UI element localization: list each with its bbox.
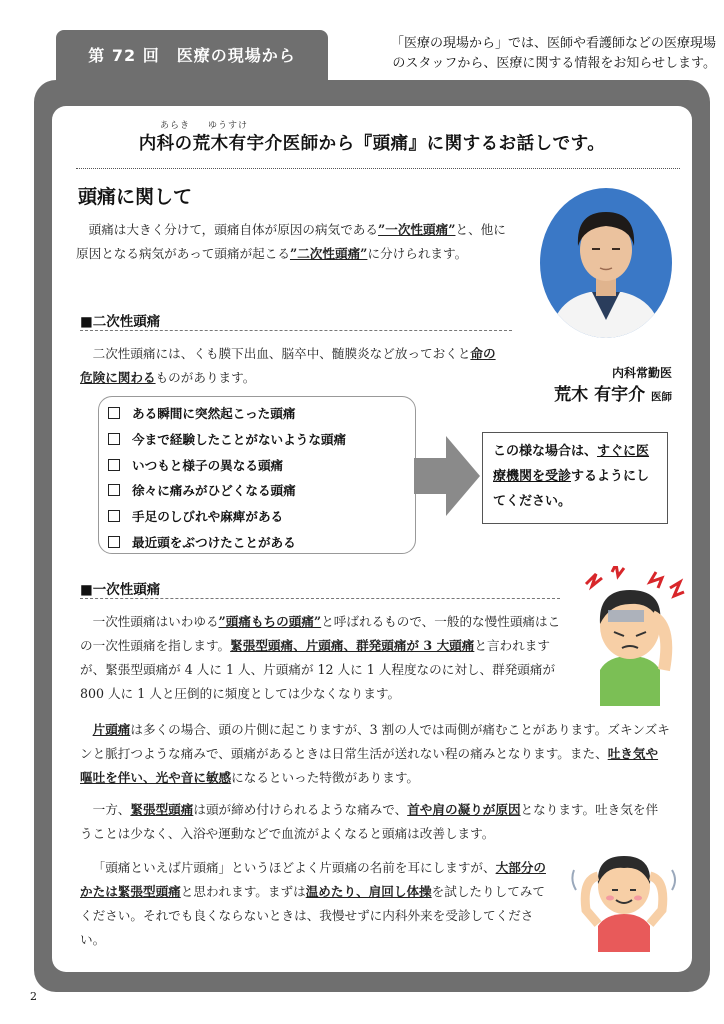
doctor-name: 荒木 有宇介 医師: [554, 385, 672, 405]
checklist-item: 徐々に痛みがひどくなる頭痛: [108, 478, 346, 504]
primary-paragraph-3: 一方、緊張型頭痛は頭が締め付けられるような痛みで、首や肩の凝りが原因となります。吐き気を伴うことは少なく、入浴や運動などで血流がよくなると頭痛は改善します。: [80, 802, 659, 841]
section-title: 頭痛に関して: [78, 186, 193, 208]
checkbox-icon: [108, 433, 120, 445]
primary-paragraph-1: 一次性頭痛はいわゆる”頭痛もちの頭痛”と呼ばれるもので、一般的な慢性頭痛はこの一次性頭痛を指します。緊張型頭痛、片頭痛、群発頭痛が 3 大頭痛と言われますが、緊張型頭痛が 4 人に 1 人、片頭痛が 12 人に 1 人程度なのに対し、群発頭痛が 800 人に 1 人と圧倒的に頻度としては少なくなります。: [80, 614, 561, 701]
doctor-photo: [540, 188, 672, 338]
secondary-rule: [80, 330, 512, 331]
headache-person-icon: [578, 566, 688, 706]
headline: 内科の荒木有宇介医師から『頭痛』に関するお話しです。: [138, 134, 606, 154]
checklist-item: 最近頭をぶつけたことがある: [108, 530, 346, 556]
doctor-portrait-icon: [540, 188, 672, 338]
doctor-role: 内科常勤医: [611, 366, 672, 380]
checklist-item: ある瞬間に突然起こった頭痛: [108, 401, 346, 427]
secondary-heading: ■二次性頭痛: [80, 314, 161, 330]
primary-paragraph-4: 「頭痛といえば片頭痛」というほどよく片頭痛の名前を耳にしますが、大部分のかたは緊張型頭痛と思われます。まずは温めたり、肩回し体操を試したりしてみてください。それでも良くならないときは、我慢せずに内科外来を受診してください。: [80, 860, 546, 947]
intro-line: のスタッフから、医療に関する情報をお知らせします。: [392, 56, 716, 71]
series-tab: 第 72 回 医療の現場から: [56, 30, 328, 82]
checklist-item: いつもと様子の異なる頭痛: [108, 453, 346, 479]
page-number: 2: [30, 990, 37, 1003]
checklist-item: 手足のしびれや麻痺がある: [108, 504, 346, 530]
arrow-right-icon: [414, 436, 480, 516]
checkbox-icon: [108, 484, 120, 496]
secondary-paragraph: 二次性頭痛には、くも膜下出血、脳卒中、髄膜炎など放っておくと命の危険に関わるものがあります。: [80, 346, 496, 385]
primary-paragraph-2: 片頭痛は多くの場合、頭の片側に起こりますが、3 割の人では両側が痛むことがあります。ズキンズキンと脈打つような痛みで、頭痛があるときは日常生活が送れない程の痛みとなります。また、吐き気や嘔吐を伴い、光や音に敏感になるといった特徴があります。: [80, 722, 670, 785]
checkbox-icon: [108, 510, 120, 522]
intro-text: [336, 34, 716, 74]
checklist-item: 今まで経験したことがないような頭痛: [108, 427, 346, 453]
checkbox-icon: [108, 407, 120, 419]
checkbox-icon: [108, 536, 120, 548]
primary-heading: ■一次性頭痛: [80, 582, 161, 598]
checkbox-icon: [108, 459, 120, 471]
intro-paragraph: 頭痛は大きく分けて，頭痛自体が原因の病気である”一次性頭痛”と、他に原因となる病気があって頭痛が起こる”二次性頭痛”に分けられます。: [76, 222, 506, 261]
checklist: [108, 401, 346, 556]
stretching-person-icon: [568, 840, 680, 952]
dotted-divider: [76, 168, 680, 169]
primary-rule: [80, 598, 560, 599]
ruby-araki: あらき: [160, 121, 191, 131]
intro-line: 「医療の現場から」では、医師や看護師などの医療現場: [390, 36, 716, 51]
notice-box: この様な場合は、すぐに医療機関を受診するようにしてください。: [482, 432, 668, 524]
ruby-yusuke: ゆうすけ: [208, 121, 249, 131]
